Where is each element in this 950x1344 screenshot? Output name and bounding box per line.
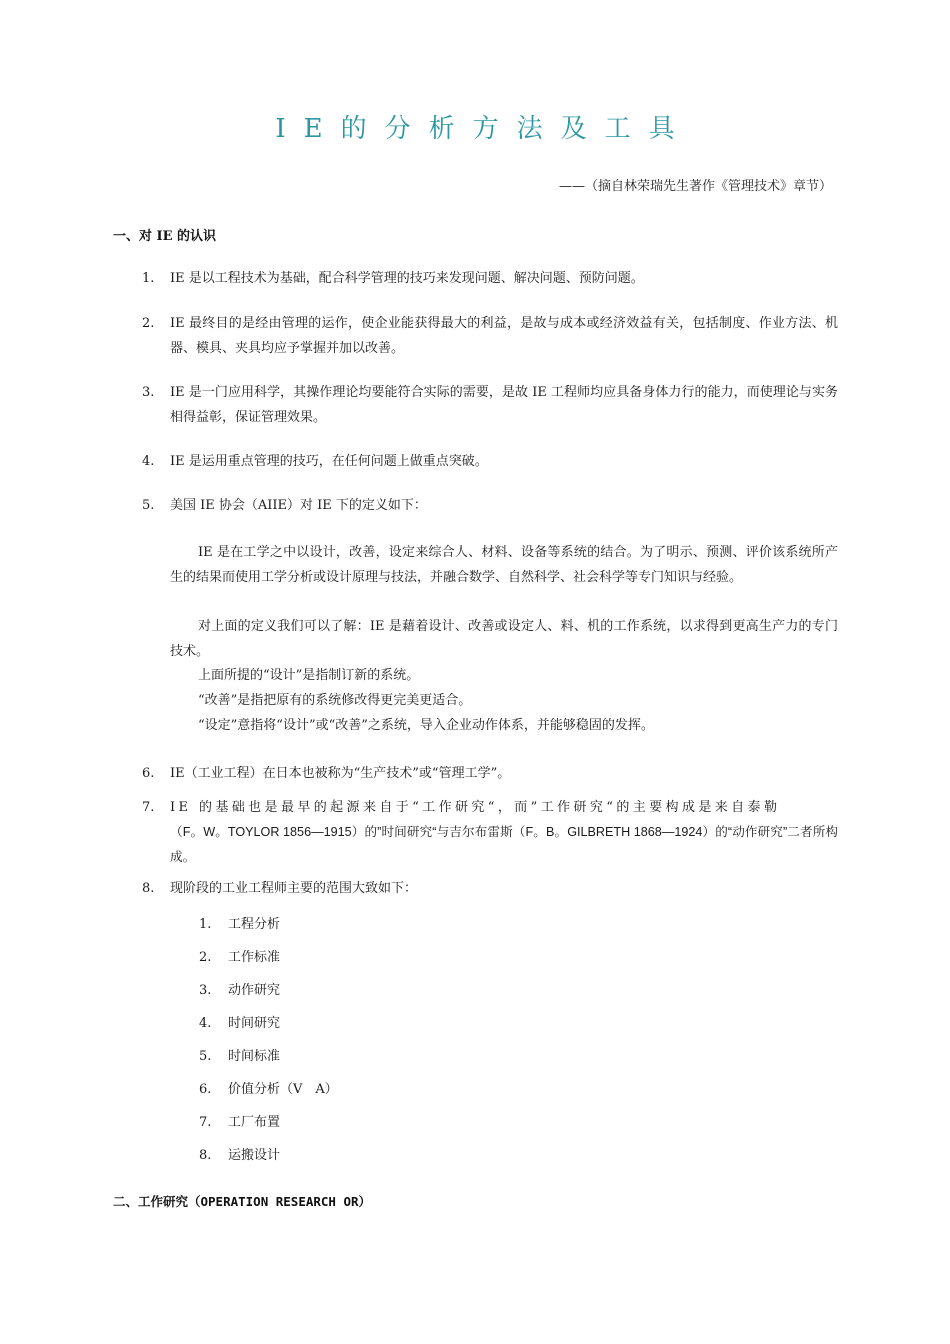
definition-paragraph: 上面所提的“设计”是指制订新的系统。 [198,668,420,683]
scope-item [199,979,280,998]
list-item-number: 5. [142,498,155,513]
scope-item-number: 7. [199,1115,212,1130]
list-item-number: 1. [142,271,155,286]
list-item-number: 8. [142,881,155,896]
list-item [142,493,838,518]
scope-item [199,1045,280,1064]
scope-item-text: 动作研究 [228,983,281,998]
scope-item [199,946,280,965]
scope-item-text: 工程分析 [228,917,281,932]
document-title: IE的分析方法及工具 [275,114,693,144]
scope-item-number: 3. [199,983,212,998]
list-item [142,449,838,474]
scope-item-number: 2. [199,950,212,965]
list-item-text: IE 是一门应用科学，其操作理论均要能符合实际的需要，是故 IE 工程师均应具备身体力行的能力，而使理论与实务相得益彰，保证管理效果。 [170,385,838,425]
list-item-text-line: IE 的基础也是最早的起源来自于“工作研究“，而”工作研究“的主要构成是来自泰勒 [170,800,781,815]
list-item-text: IE 是运用重点管理的技巧，在任何问题上做重点突破。 [170,454,488,469]
definition-paragraph: 对上面的定义我们可以了解：IE 是藉着设计、改善或设定人、料、机的工作系统，以求得到更高生产力的专门技术。 [170,619,838,659]
definition-paragraph: “改善”是指把原有的系统修改得更完美更适合。 [198,693,472,708]
list-item-number: 4. [142,454,155,469]
list-item-text: IE 最终目的是经由管理的运作，使企业能获得最大的利益，是故与成本或经济效益有关，包括制度、作业方法、机器、模具、夹具均应予掌握并加以改善。 [170,316,838,356]
list-item-text-block [170,795,838,870]
scope-item-number: 6. [199,1082,212,1097]
scope-item [199,1078,338,1097]
document-subtitle: ——（摘自林荣瑞先生著作《管理技术》章节） [558,179,832,194]
scope-item-text: 价值分析（V A） [228,1082,338,1097]
scope-item [199,1012,280,1031]
section-heading-1: 一、对 IE 的认识 [113,229,217,244]
list-item-text: 现阶段的工业工程师主要的范围大致如下： [170,881,418,896]
list-item [142,761,838,786]
scope-item-text: 运搬设计 [228,1148,281,1163]
definition-paragraph: “设定”意指将“设计”或“改善”之系统，导入企业动作体系，并能够稳固的发挥。 [198,718,654,733]
list-item [142,266,838,291]
list-item-text: IE（工业工程）在日本也被称为“生产技术”或“管理工学”。 [170,766,511,781]
definition-paragraph: IE 是在工学之中以设计，改善，设定来综合人、材料、设备等系统的结合。为了明示、预测、评价该系统所产生的结果而使用工学分析或设计原理与技法，并融合数学、自然科学、社会科学等专门知识与经验。 [170,545,838,585]
list-item [142,876,838,901]
list-item-text: 美国 IE 协会（AIIE）对 IE 下的定义如下： [170,498,427,513]
list-item-number: 3. [142,385,155,400]
scope-item [199,913,280,932]
scope-item-text: 时间标准 [228,1049,281,1064]
section-heading-2: 二、工作研究（OPERATION RESEARCH OR） [113,1194,372,1209]
scope-item-text: 工厂布置 [228,1115,281,1130]
scope-item-text: 时间研究 [228,1016,281,1031]
scope-item-number: 5. [199,1049,212,1064]
scope-item-number: 1. [199,917,212,932]
list-item-number: 2. [142,316,155,331]
scope-item-number: 8. [199,1148,212,1163]
list-item [142,311,838,361]
list-item-text: IE 是以工程技术为基础，配合科学管理的技巧来发现问题、解决问题、预防问题。 [170,271,644,286]
list-item [142,795,838,870]
list-item-number: 6. [142,766,155,781]
scope-item-number: 4. [199,1016,212,1031]
list-item-number: 7. [142,800,155,815]
list-item-text-line: （F。W。TOYLOR 1856—1915）的”时间研究“与吉尔布雷斯（F。B。GILBRETH 1868—1924）的“动作研究”二者所构成。 [170,825,838,864]
scope-item-text: 工作标准 [228,950,281,965]
scope-item [199,1144,280,1163]
scope-item [199,1111,280,1130]
list-item [142,380,838,430]
